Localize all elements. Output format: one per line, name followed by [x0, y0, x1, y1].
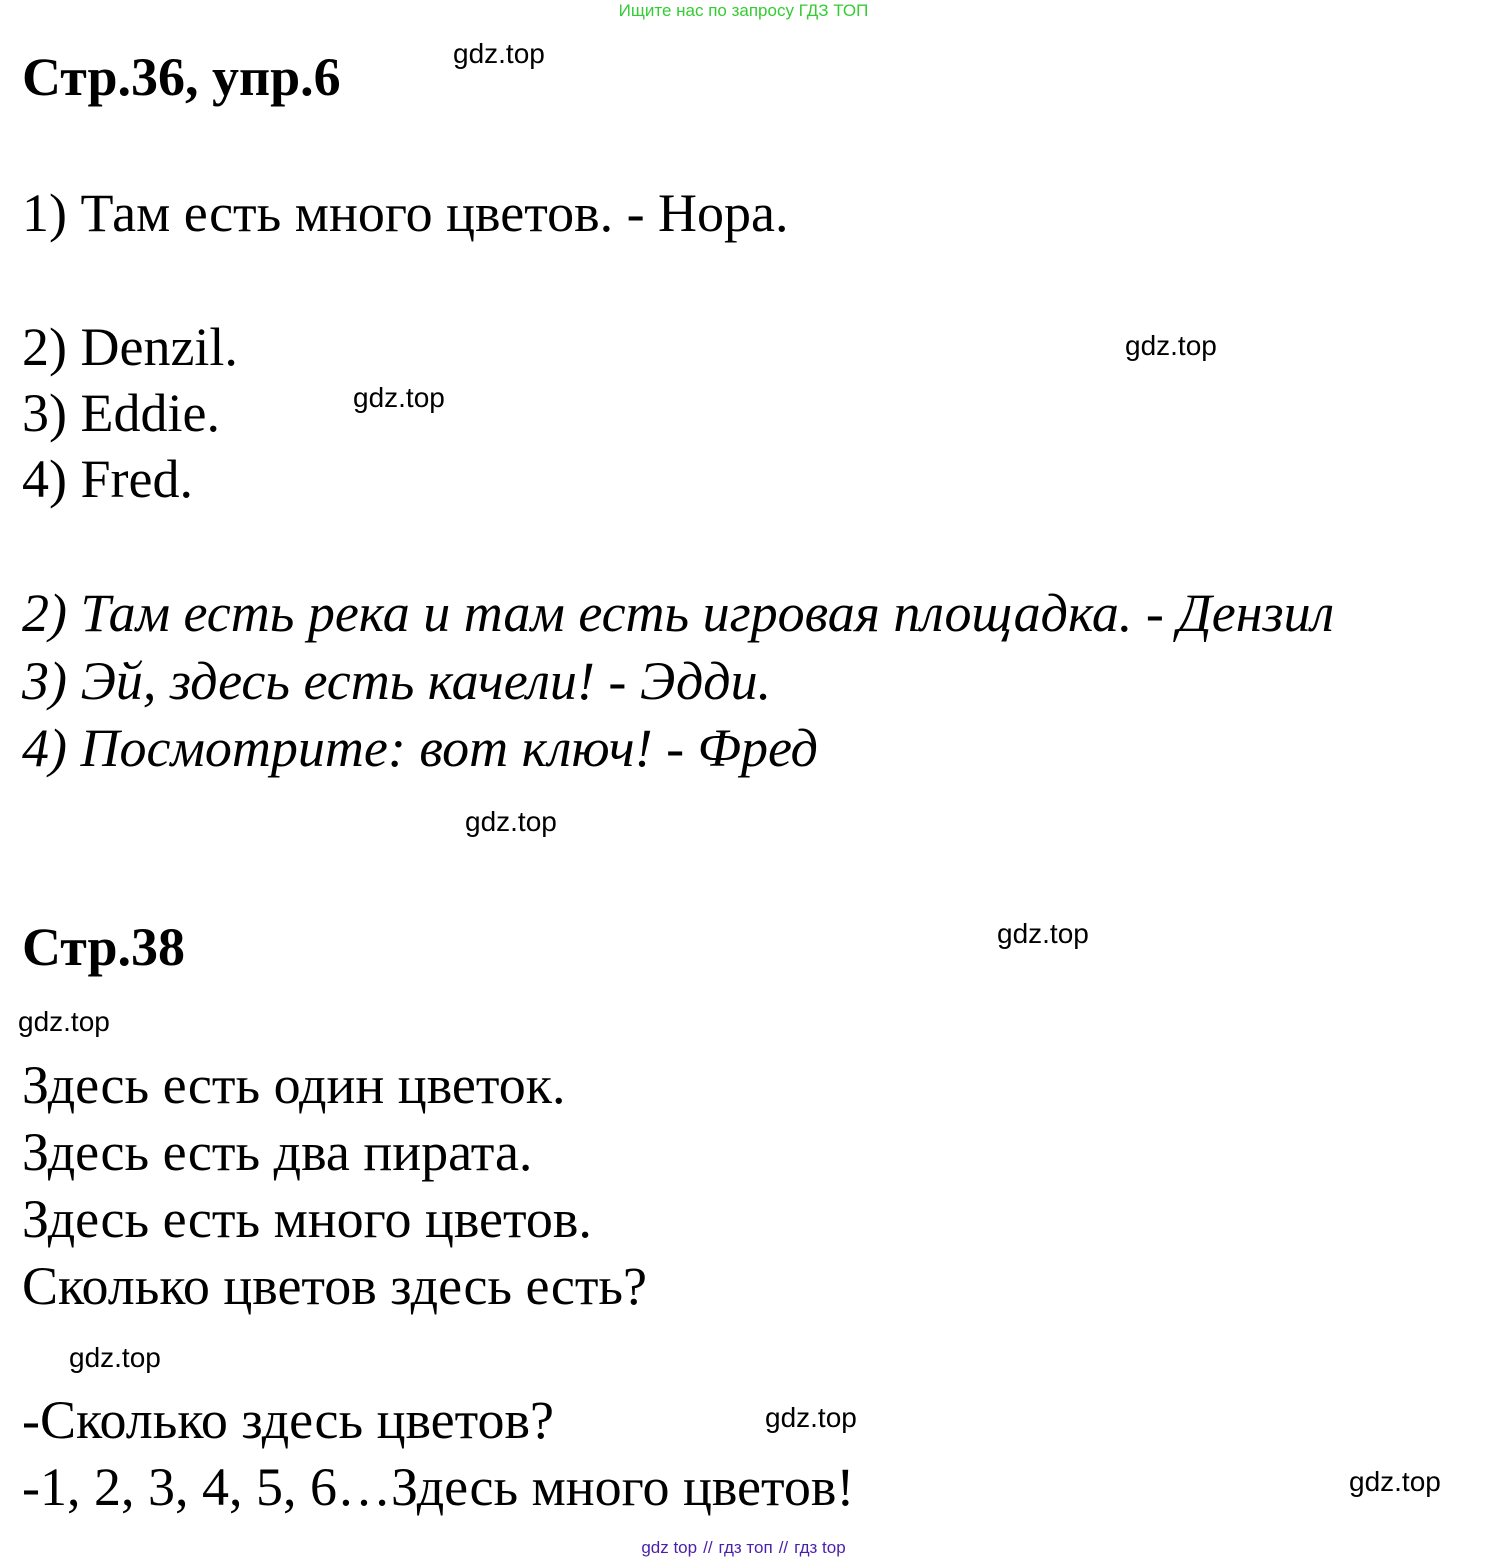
dialog-line-1: -Сколько здесь цветов?: [22, 1390, 554, 1450]
footer-part: gdz top: [641, 1538, 698, 1557]
answer-line-4: 4) Fred.: [22, 449, 193, 509]
watermark: gdz.top: [353, 382, 445, 413]
footer: [0, 1538, 1487, 1558]
watermark: gdz.top: [1349, 1466, 1441, 1497]
watermark: gdz.top: [997, 918, 1089, 949]
text-line-3: Здесь есть много цветов.: [22, 1189, 592, 1249]
footer-separator: //: [778, 1538, 789, 1557]
section2-heading: Стр.38: [22, 917, 186, 977]
text-line-4: Сколько цветов здесь есть?: [22, 1256, 648, 1316]
watermark: gdz.top: [453, 38, 545, 69]
answer-line-3: 3) Eddie.: [22, 383, 220, 443]
translation-line-2: 2) Там есть река и там есть игровая площадка. - Дензил: [22, 583, 1335, 643]
translation-line-4: 4) Посмотрите: вот ключ! - Фред: [22, 718, 818, 778]
section1-heading: Стр.36, упр.6: [22, 47, 341, 107]
answer-line-1: 1) Там есть много цветов. - Нора.: [22, 183, 789, 243]
dialog-line-2: -1, 2, 3, 4, 5, 6…Здесь много цветов!: [22, 1457, 855, 1517]
translation-line-3: 3) Эй, здесь есть качели! - Эдди.: [22, 651, 772, 711]
top-banner: Ищите нас по запросу ГДЗ ТОП: [618, 1, 869, 20]
watermark: gdz.top: [69, 1342, 161, 1373]
footer-part: гдз топ: [718, 1538, 773, 1557]
footer-separator: //: [703, 1538, 713, 1557]
watermark: gdz.top: [765, 1402, 857, 1433]
watermark: gdz.top: [465, 806, 557, 837]
text-line-1: Здесь есть один цветок.: [22, 1055, 566, 1115]
watermark: gdz.top: [18, 1006, 110, 1037]
watermark: gdz.top: [1125, 330, 1217, 361]
footer-part: гдз top: [794, 1538, 846, 1557]
answer-line-2: 2) Denzil.: [22, 317, 238, 377]
text-line-2: Здесь есть два пирата.: [22, 1122, 533, 1182]
